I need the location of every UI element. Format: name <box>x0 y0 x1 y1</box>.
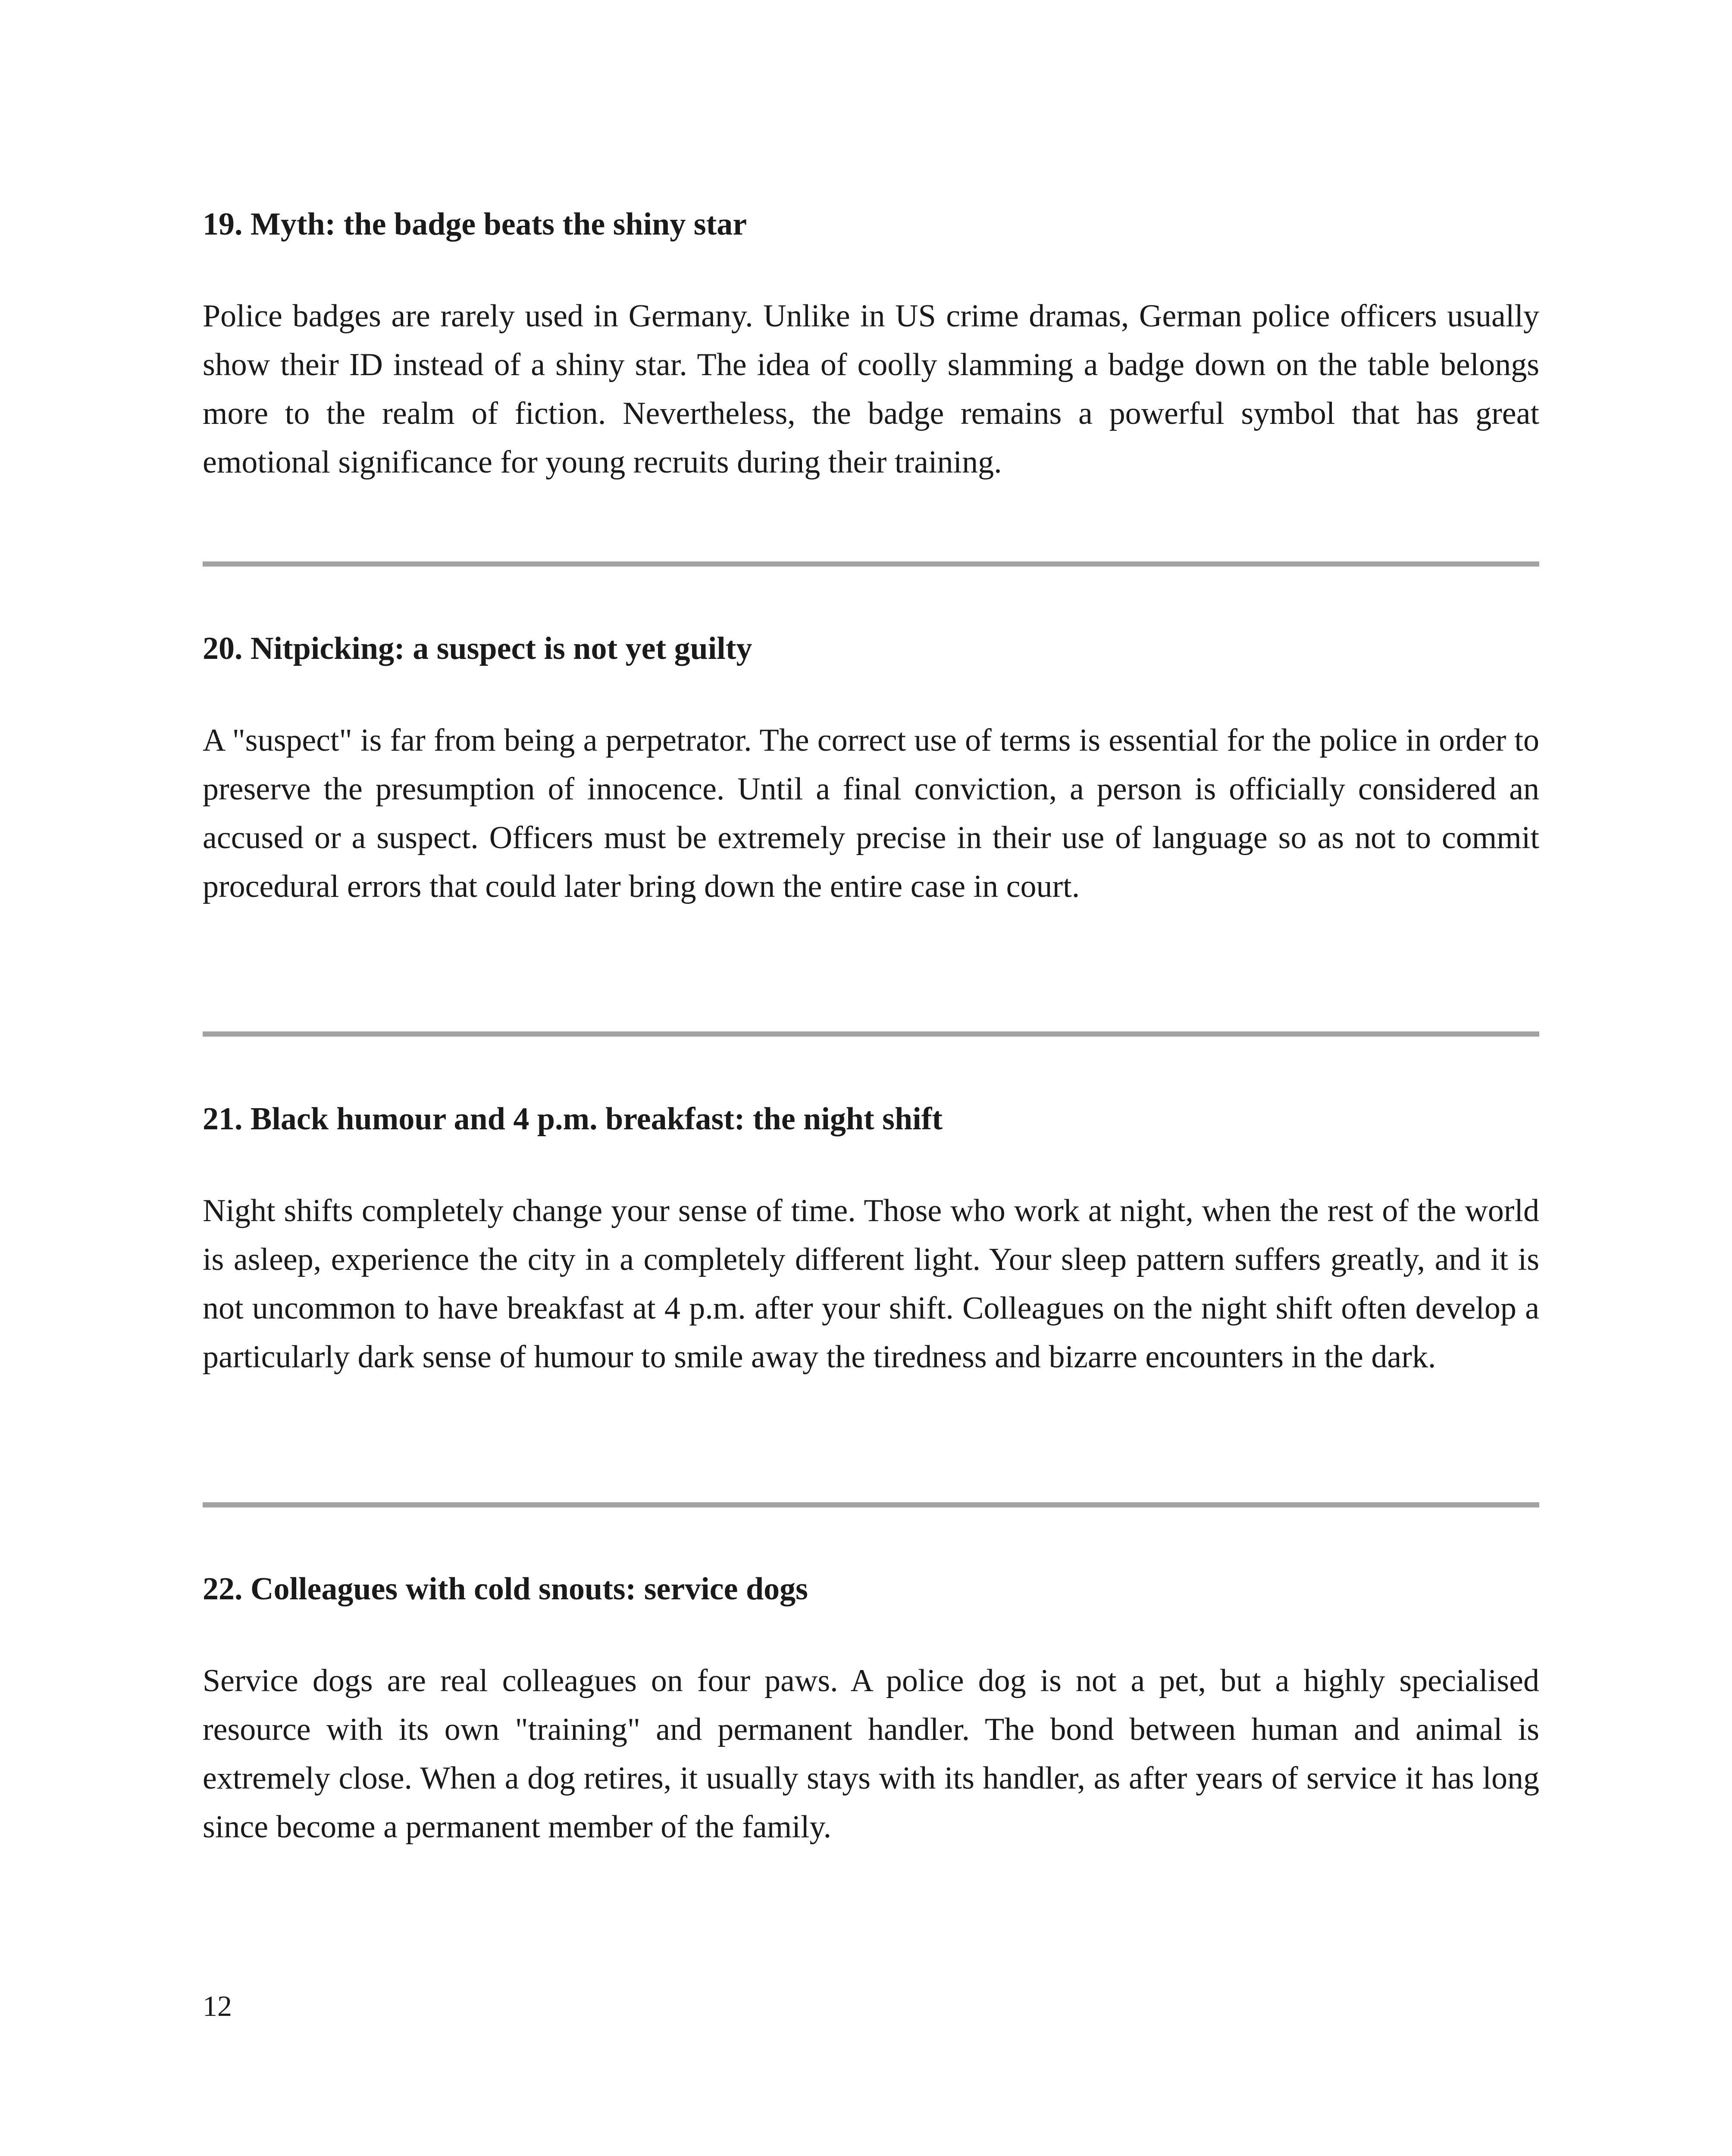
section-21 <box>203 1100 1539 1382</box>
section-body: Service dogs are real colleagues on four paws. A police dog is not a pet, but a highly specialised resource with its own "training" and permanent handler. The bond between human and animal is extremely close. When a dog retires, it usually stays with its handler, as after years of service it has long since become a permanent member of the family. <box>203 1663 1539 1845</box>
section-divider <box>203 1502 1539 1507</box>
section-heading: 20. Nitpicking: a suspect is not yet guilty <box>203 631 752 666</box>
section-19 <box>203 205 1539 487</box>
section-heading: 22. Colleagues with cold snouts: service dogs <box>203 1571 808 1607</box>
section-body: Night shifts completely change your sense of time. Those who work at night, when the rest of the world is asleep, experience the city in a completely different light. Your sleep pattern suffers greatly, and it is not uncommon to have breakfast at 4 p.m. after your shift. Colleagues on the night shift often develop a particularly dark sense of humour to smile away the tiredness and bizarre encounters in the dark. <box>203 1193 1539 1375</box>
section-heading: 19. Myth: the badge beats the shiny star <box>203 207 747 242</box>
section-22 <box>203 1570 1539 1852</box>
page-number: 12 <box>203 1990 232 2022</box>
section-heading: 21. Black humour and 4 p.m. breakfast: the night shift <box>203 1101 943 1137</box>
section-20 <box>203 629 1539 911</box>
section-body: Police badges are rarely used in Germany. Unlike in US crime dramas, German police officers usually show their ID instead of a shiny star. The idea of coolly slamming a badge down on the table belongs more to the realm of fiction. Nevertheless, the badge remains a powerful symbol that has great emotional significance for young recruits during their training. <box>203 298 1539 480</box>
section-divider <box>203 1031 1539 1037</box>
section-body: A "suspect" is far from being a perpetrator. The correct use of terms is essential for the police in order to preserve the presumption of innocence. Until a final conviction, a person is officially considered an accused or a suspect. Officers must be extremely precise in their use of language so as not to commit procedural errors that could later bring down the entire case in court. <box>203 723 1539 904</box>
section-divider <box>203 561 1539 567</box>
